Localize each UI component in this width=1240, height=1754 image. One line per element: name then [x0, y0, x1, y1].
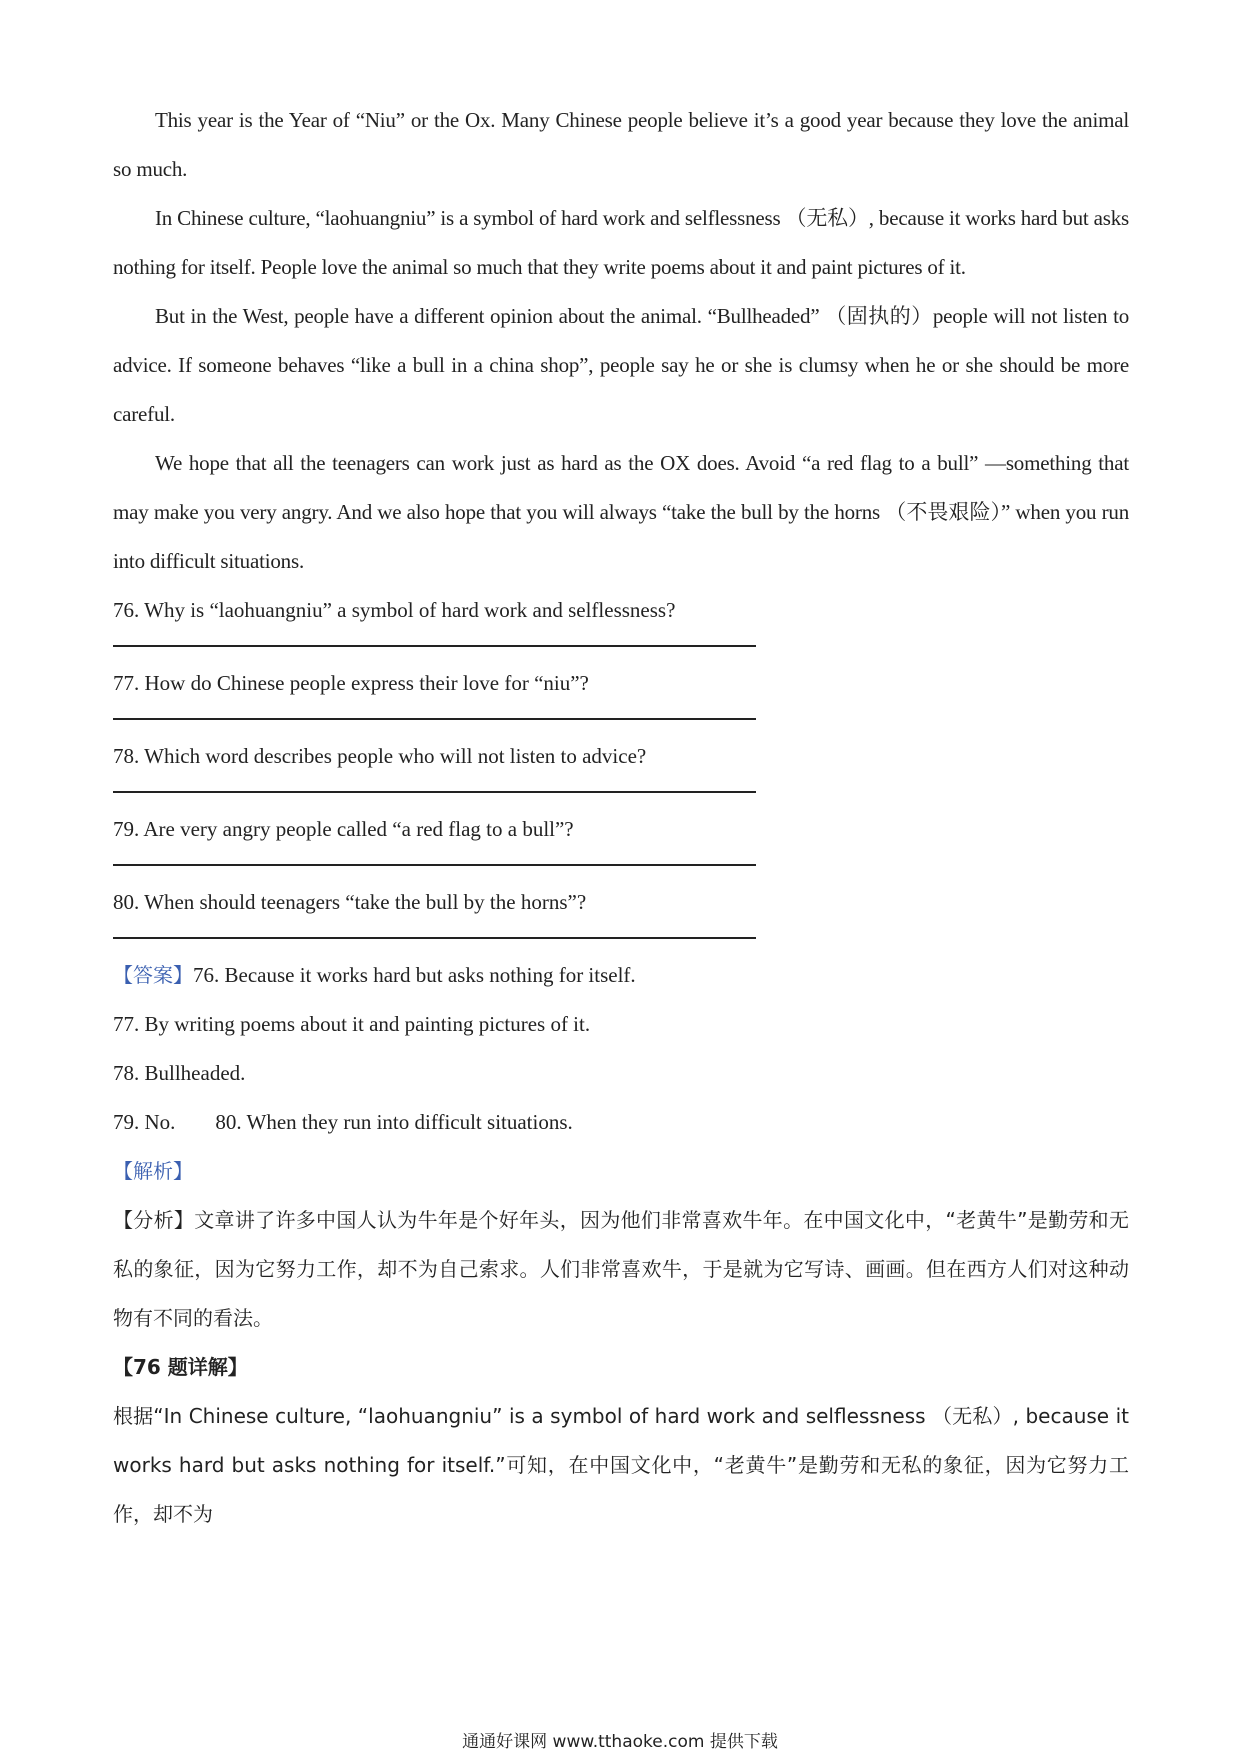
detail-heading-row [113, 1343, 1129, 1392]
analysis-text: 【分析】文章讲了许多中国人认为牛年是个好年头，因为他们非常喜欢牛年。在中国文化中，“老黄牛”是勤劳和无私的象征，因为它努力工作，却不为自己索求。人们非常喜欢牛，于是就为它写诗、画画。但在西方人们对这种动物有不同的看法。 [113, 1208, 1129, 1330]
answer-76-row [113, 951, 1129, 1000]
answer-line-76 [113, 645, 756, 647]
passage-paragraph-1: This year is the Year of “Niu” or the Ox. Many Chinese people believe it’s a good year because they love the animal so much. [113, 108, 1129, 181]
analysis-heading-row [113, 1147, 1129, 1196]
question-77: 77. How do Chinese people express their love for “niu”? [113, 671, 589, 695]
question-79: 79. Are very angry people called “a red flag to a bull”? [113, 817, 574, 841]
answer-line-77 [113, 718, 756, 720]
answer-line-80 [113, 937, 756, 939]
answer-79-80-row [113, 1098, 1129, 1147]
passage-paragraph-4: We hope that all the teenagers can work just as hard as the OX does. Avoid “a red flag to a bull” —something that may make you very angry. And we also hope that you will always “take the bull by the horns （不畏艰险）” when you run into difficult situations. [113, 451, 1129, 573]
detail-text: 根据“In Chinese culture, “laohuangniu” is a symbol of hard work and selflessness （无私）, because it works hard but asks nothing for itself.”可知，在中国文化中，“老黄牛”是勤劳和无私的象征，因为它努力工作，却不为 [113, 1404, 1129, 1526]
question-78: 78. Which word describes people who will not listen to advice? [113, 744, 647, 768]
answer-77: 77. By writing poems about it and painting pictures of it. [113, 1012, 591, 1036]
passage-paragraph-2: In Chinese culture, “laohuangniu” is a symbol of hard work and selflessness （无私）, because it works hard but asks nothing for itself. People love the animal so much that they write poems about it and paint pictures of it. [113, 206, 1129, 279]
answer-line-79 [113, 864, 756, 866]
question-80: 80. When should teenagers “take the bull by the horns”? [113, 890, 587, 914]
answer-78: 78. Bullheaded. [113, 1061, 246, 1085]
question-76: 76. Why is “laohuangniu” a symbol of hard work and selflessness? [113, 598, 676, 622]
answer-79: 79. No. [113, 1110, 176, 1134]
page-footer: 通通好课网 www.tthaoke.com 提供下载 [462, 1732, 778, 1752]
detail-tag: 【76 题详解】 [113, 1355, 248, 1379]
answer-80: 80. When they run into difficult situations. [215, 1110, 573, 1134]
answer-tag: 【答案】 [113, 963, 193, 987]
answer-line-78 [113, 791, 756, 793]
passage-paragraph-3: But in the West, people have a different opinion about the animal. “Bullheaded” （固执的）people will not listen to advice. If someone behaves “like a bull in a china shop”, people say he or she is clumsy when he or she should be more careful. [113, 304, 1129, 426]
analysis-tag: 【解析】 [113, 1159, 193, 1183]
answer-76: 76. Because it works hard but asks nothing for itself. [193, 963, 636, 987]
document-body [113, 96, 1129, 1539]
